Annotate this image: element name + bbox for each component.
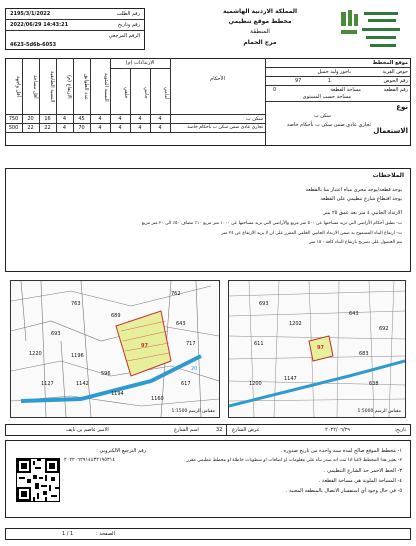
- note-line-3: الارتداد الجانبي ٤ متر بعد عمق ٢٥ متر: [323, 210, 402, 216]
- note-line-1: يوجد قطعة/يوجد مجرى مياه اعتبار منا بالقطعة: [305, 187, 402, 193]
- street-info-row: [5, 424, 411, 436]
- map-label-9: 617: [181, 381, 191, 387]
- overview-label-4: 683: [359, 351, 369, 357]
- note-line-2: يوجد اقتطاع شارع تنظيمي على القطعة: [320, 196, 402, 202]
- map-label-15: 1142: [76, 381, 89, 387]
- overview-label-5: 611: [254, 341, 264, 347]
- row1-side: 4: [138, 116, 142, 122]
- verification-code-label: رقم الترجيع الالكتروني :: [96, 448, 146, 454]
- footer-note-4: ٤- المساحة الملونة هي مساحة القطعة .: [318, 478, 402, 484]
- amman-logo-icon: [338, 8, 404, 52]
- map-label-4: 693: [51, 331, 61, 337]
- map-label-12: 1196: [71, 353, 84, 359]
- basin-number: 1: [327, 78, 331, 84]
- overview-label-10: 692: [379, 326, 389, 332]
- row2-desc: تجاري عادي ضمن سكن ب بأحكام خاصة: [187, 125, 263, 130]
- map-label-16: 20: [191, 366, 198, 372]
- row2-height: 4: [62, 125, 67, 131]
- date-value: ٢٠٢٢/٠٦/٢٩: [325, 427, 350, 433]
- map-label-14: 1160: [151, 396, 164, 402]
- cadastral-map-overview: [228, 280, 406, 418]
- row1-rear: 4: [118, 116, 122, 122]
- header-setback-side: جانبي: [143, 87, 149, 99]
- street-width-value: 32: [216, 427, 223, 433]
- row2-percentage: 70: [78, 125, 85, 131]
- request-date: 2022/06/29 14:43:21: [10, 22, 69, 28]
- footer-note-3: ٣- الخط الاحمر حد الشارع التنظيمي .: [323, 468, 402, 474]
- overview-label-8: 638: [369, 381, 379, 387]
- header-floor-ratio: النسبة الطابقية: [49, 71, 55, 103]
- header-setbacks: الارتدادات (م): [125, 60, 155, 66]
- zone-label: نوع: [396, 103, 408, 111]
- row2-rear: 4: [118, 125, 122, 131]
- request-number-label: رقم الطلب: [116, 11, 140, 17]
- row1-height: 4: [62, 116, 67, 122]
- qr-code-icon: [17, 459, 59, 501]
- zone-value: سكن ب: [313, 113, 331, 119]
- header-min-area: أقل مساحة: [32, 75, 38, 99]
- regulations-table: [5, 58, 265, 146]
- logo: [338, 8, 404, 52]
- overview-label-6: 1147: [284, 376, 297, 382]
- area-units: مساحة حسب المستوى: [302, 94, 351, 100]
- note-line-4: ب- تطبق أحكام الأراضي التي تزيد مساحتها عن ٥٠٠ متر مربع والأراضي التي تزيد مساحتها عن ١٠٠٠ متر مربع ١٠٪ مضاف ٥٠٪ الى ٢٠ متر مربع: [141, 221, 402, 226]
- row1-desc: سكن ب: [245, 116, 263, 122]
- basin-name: باخور وليد جميل: [317, 69, 351, 75]
- street-width-label: عرض الشارع: [232, 427, 260, 433]
- document-title: مخطط موقع تنظيمي: [228, 18, 292, 25]
- overview-label-7: 1200: [249, 381, 262, 387]
- map-label-8: 717: [186, 341, 196, 347]
- header-floors: عدد الطوابق: [83, 74, 89, 100]
- street-name-value: الامير عاصم بن نايف: [66, 427, 109, 433]
- row1-floors: 4: [98, 116, 102, 122]
- header-height: الارتفاع (م): [66, 75, 72, 99]
- row2-min-frontage: 500: [8, 125, 19, 131]
- area-value: 0: [273, 87, 277, 93]
- verification-qr-code: [16, 458, 60, 502]
- zone-description: تجاري عادي ضمن سكن ب بأحكام خاصة: [287, 122, 371, 128]
- map-label-2: 762: [171, 291, 181, 297]
- plot-number: 97: [295, 78, 302, 84]
- map-label-6: 1127: [41, 381, 54, 387]
- header-min-frontage: أقل واجهة: [15, 76, 21, 98]
- row1-percentage: 45: [78, 116, 85, 122]
- row2-min-area: 22: [27, 125, 34, 131]
- header-setback-rear: خلفي: [123, 87, 129, 99]
- country-title: المملكة الاردنية الهاشمية: [222, 8, 298, 15]
- overview-label-3: 97: [317, 345, 324, 351]
- request-number: 2195/3/1/2022: [10, 11, 51, 17]
- row1-floor-ratio: 16: [44, 116, 51, 122]
- header-percentage: النسبة المئوية: [103, 72, 109, 102]
- scale-left: مقياس الرسم 1:1500: [171, 409, 215, 414]
- footer-note-2: ٢- يعتبر هذا المخطط لاغيا اذا ثبت انه صدر بناء على معلومات او اضافات او شطوبات خاطئة او مخطط تنظيمي مقرر .: [183, 458, 402, 463]
- map-label-13: 1194: [111, 391, 124, 397]
- row2-side: 4: [138, 125, 142, 131]
- footer-note-1: ١- مخطط الموقع صالح لمدة سنة واحدة من تاريخ صدوره .: [280, 448, 402, 454]
- footer-note-5: ٥- في حال وجود أي استفسار الاتصال بالمنطقة المعنية .: [285, 488, 402, 494]
- map-label-1: 763: [71, 301, 81, 307]
- cadastral-map-detail: [10, 280, 220, 418]
- page-label: الصفحة :: [96, 531, 115, 537]
- region-value: مرج الحمام: [243, 39, 277, 46]
- reference-label: الرقم المرجعي: [108, 33, 140, 39]
- date-label: تاريخ:: [394, 427, 406, 433]
- region-label: المنطقة: [250, 28, 270, 35]
- page-number-bar: [5, 528, 411, 540]
- header-provisions: الأحكام: [210, 76, 225, 82]
- basin-number-label: رقم الحوض: [383, 78, 408, 84]
- plot-label: رقم القطعة: [383, 87, 408, 93]
- usage-label: الاستعمال: [373, 127, 408, 135]
- overview-label-1: 693: [259, 301, 269, 307]
- parcel-info: [265, 58, 411, 146]
- map-label-10: 97: [141, 343, 148, 349]
- header-setback-front: أمامي: [163, 86, 169, 100]
- overview-label-2: 643: [349, 311, 359, 317]
- row2-floor-ratio: 22: [44, 125, 51, 131]
- map-label-5: 1220: [29, 351, 42, 357]
- request-info-box: [5, 8, 145, 50]
- map-label-3: 689: [111, 313, 121, 319]
- street-name-label: اسم الشارع: [174, 427, 199, 433]
- overview-label-9: 1202: [289, 321, 302, 327]
- notes-box: [5, 168, 411, 272]
- scale-right: مقياس الرسم 1:5000: [357, 409, 401, 414]
- area-label: مساحة القطعة: [330, 87, 361, 93]
- village-label: حوض القرية: [382, 69, 408, 75]
- map-label-11: 596: [101, 371, 111, 377]
- note-line-6: يتم الحصول على تصريح بارتفاع البناء كافة - ١٥ متر: [309, 240, 402, 245]
- row1-front: 4: [158, 116, 162, 122]
- request-date-label: رقم وتاريخ: [117, 22, 140, 28]
- row2-floors: 4: [98, 125, 102, 131]
- map-label-7: 643: [176, 321, 186, 327]
- reference-number: 4623-5d6b-6053: [10, 42, 57, 48]
- row1-min-area: 20: [27, 116, 34, 122]
- notes-title: الملاحظات: [372, 172, 404, 179]
- verification-code: ٢٠٢٢٠٦٢٩١٤٤٣٢١٩٥٣١٤: [64, 457, 116, 463]
- parcel-title: موقع المخطط: [372, 60, 408, 66]
- row1-min-frontage: 750: [8, 116, 19, 122]
- page-value: 1 / 1: [62, 531, 74, 537]
- row2-front: 4: [158, 125, 162, 131]
- note-line-5: ت- ارتفاع البناء المسموح به ضمن الارتداد الجانبي الخلفي المقرر على ان لا يزيد الارتفاع عن ٢٤ متر: [221, 231, 402, 236]
